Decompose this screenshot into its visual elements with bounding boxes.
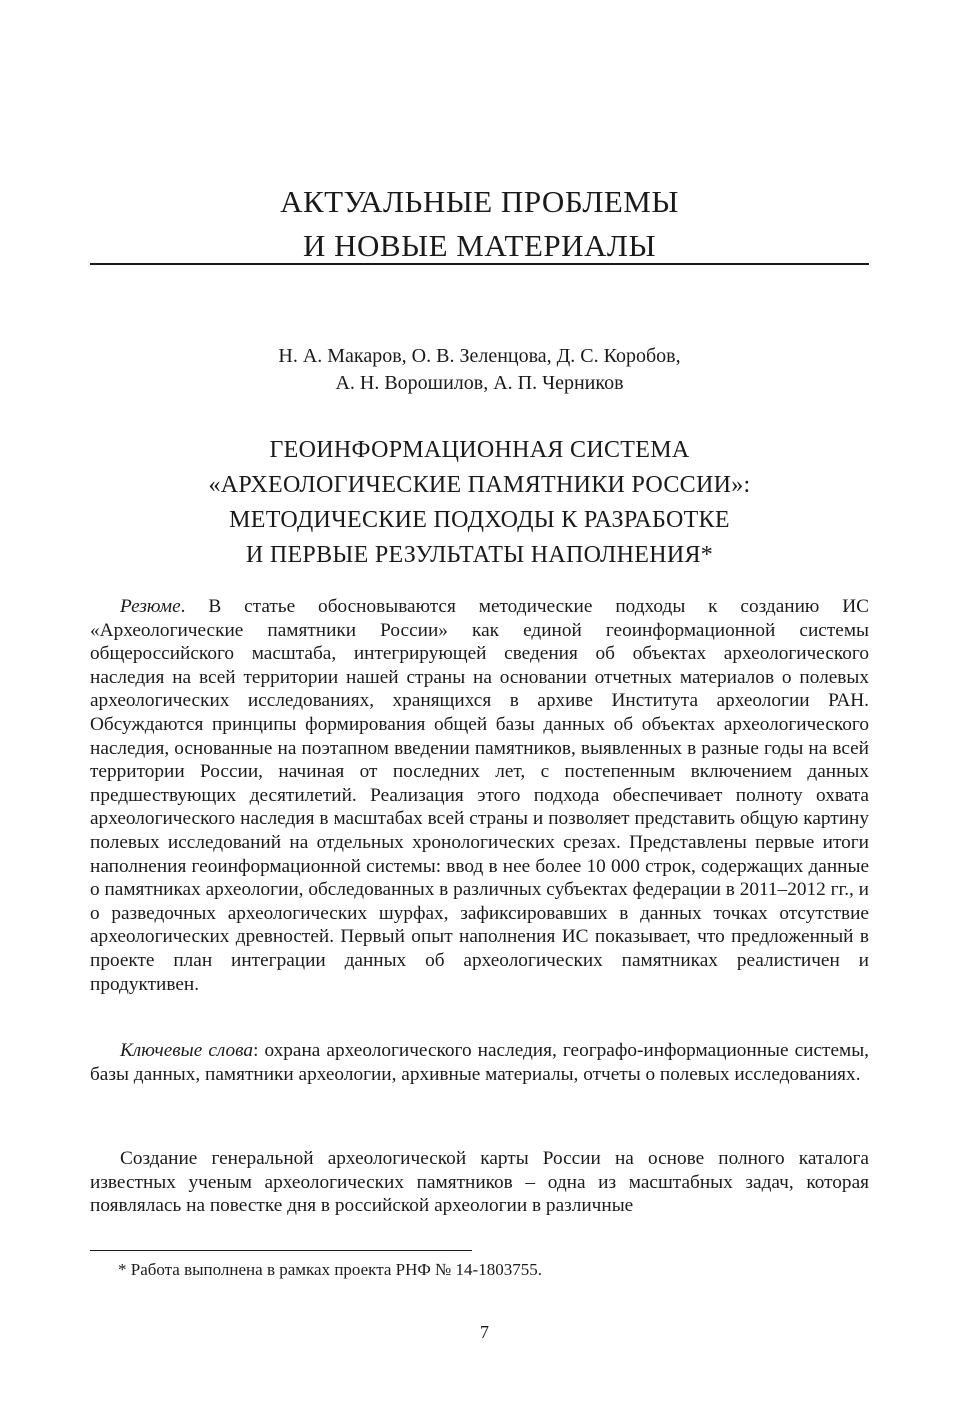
article-authors [90,343,869,397]
section-title [90,180,869,268]
keywords-label: Ключевые слова [120,1040,254,1061]
abstract-label: Резюме [120,596,181,617]
section-title-line-1: АКТУАЛЬНЫЕ ПРОБЛЕМЫ [280,184,679,219]
section-title-rule [90,263,869,265]
footnote: * Работа выполнена в рамках проекта РНФ № 14-1803755. [118,1260,542,1279]
footnote-rule [90,1250,472,1251]
keywords-paragraph [90,1039,869,1086]
body-paragraph: Создание генеральной археологической карты России на основе полного каталога известных ученым археологических памятников – одна из масштабных задач, которая появлялась на повестке дня в российской археологии в различные [90,1148,869,1217]
main-text [90,1147,869,1218]
keywords-text: : охрана археологического наследия, географо-информационные системы, базы данных, памятники археологии, архивные материалы, отчеты о полевых исследованиях. [90,1040,870,1085]
page-number: 7 [480,1322,489,1342]
abstract-text: . В статье обосновываются методические подходы к созданию ИС «Археологические памятники России» как единой геоинформационной системы общероссийского масштаба, интегрирующей сведения об объектах археологического наследия на всей территории нашей страны на основании отчетных материалов о полевых археологических исследованиях, хранящихся в архиве Института археологии РАН. Обсуждаются принципы формирования общей базы данных об объектах археологического наследия, основанные на поэтапном введении памятников, выявленных в разные годы на всей территории России, начиная от последних лет, с постепенным включением данных предшествующих десятилетий. Реализация этого подхода обеспечивает полноту охвата археологического наследия в масштабах всей страны и позволяет представить общую картину полевых исследований на отдельных хронологических срезах. Представлены первые итоги наполнения геоинформационной системы: ввод в нее более 10 000 строк, содержащих данные о памятниках археологии, обследованных в различных субъектах федерации в 2011–2012 гг., и о разведочных археологических шурфах, зафиксировавших в данных точках отсутствие археологических древностей. Первый опыт наполнения ИС показывает, что предложенный в проекте план интеграции данных об археологических памятниках реалистичен и продуктивен. [90,596,869,995]
section-title-line-2: И НОВЫЕ МАТЕРИАЛЫ [303,228,656,263]
article-title-line-3: МЕТОДИЧЕСКИЕ ПОДХОДЫ К РАЗРАБОТКЕ [229,507,730,533]
article-title-line-1: ГЕОИНФОРМАЦИОННАЯ СИСТЕМА [269,437,690,463]
article-title [90,433,869,573]
abstract [90,595,869,996]
abstract-paragraph [90,595,869,996]
article-title-line-2: «АРХЕОЛОГИЧЕСКИЕ ПАМЯТНИКИ РОССИИ»: [208,472,751,498]
authors-line-1: Н. А. Макаров, О. В. Зеленцова, Д. С. Коробов, [278,345,681,367]
authors-line-2: А. Н. Ворошилов, А. П. Черников [335,372,624,394]
keywords [90,1039,869,1086]
article-title-line-4: И ПЕРВЫЕ РЕЗУЛЬТАТЫ НАПОЛНЕНИЯ* [245,542,714,568]
